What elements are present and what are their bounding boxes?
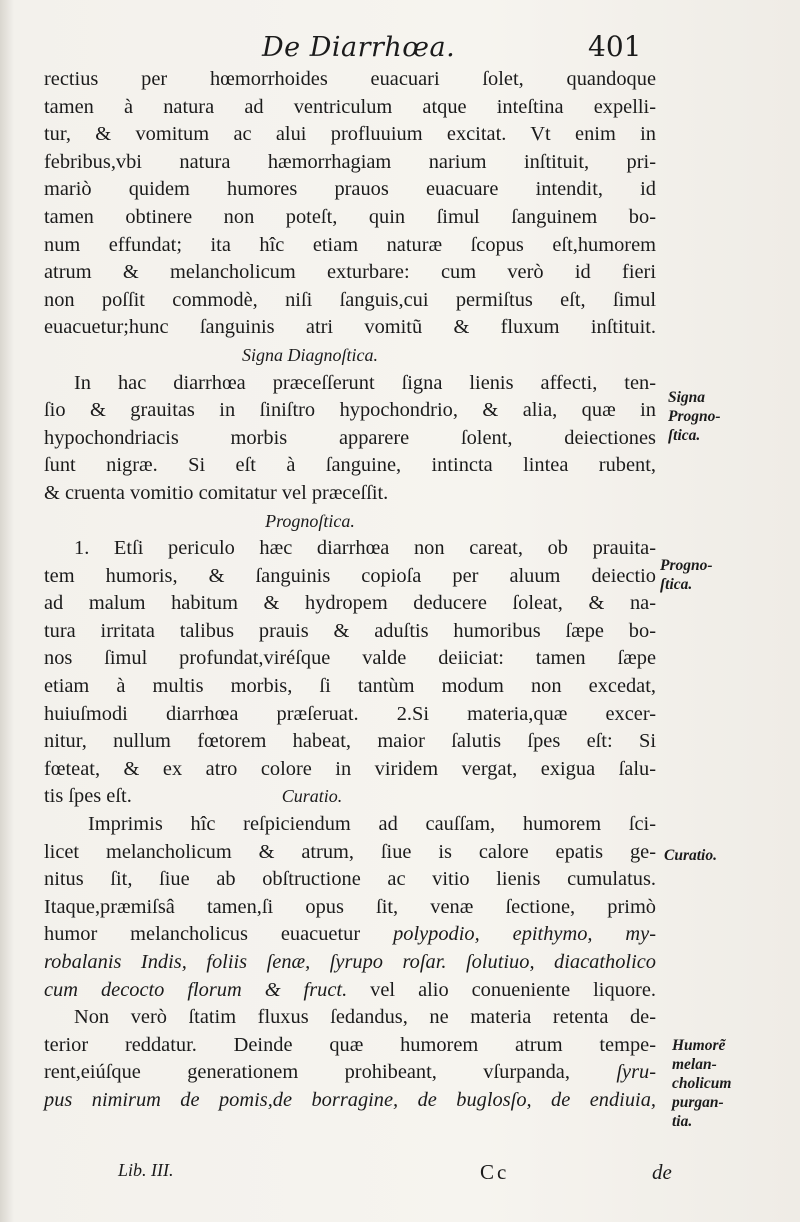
text-line: ſio & grauitas in ſiniſtro hypochondrio, & alia, quæ in — [44, 399, 656, 422]
text-line: febribus,vbi natura hæmorrhagiam narium inſtituit, pri- — [44, 150, 656, 173]
text-line: num effundat; ita hîc etiam naturæ ſcopus eſt,humorem — [44, 233, 656, 256]
margin-note-curatio — [664, 846, 800, 865]
margin-note-line: Progno- — [668, 408, 721, 425]
text-segment: vel alio conueniente liquore. — [370, 978, 656, 1001]
text-line: tamen à natura ad ventriculum atque inteſtina expelli- — [44, 95, 656, 118]
text-line: etiam à multis morbis, ſi tantùm modum non excedat, — [44, 675, 656, 698]
text-line: ad malum habitum & hydropem deducere ſoleat, & na- — [44, 592, 656, 615]
text-line-end: tis ſpes eſt. — [44, 785, 132, 808]
text-line: In hac diarrhœa præceſſerunt ſigna lienis affecti, ten- — [74, 371, 656, 394]
text-segment-italic: cum decocto florum & fruct. — [44, 978, 348, 1001]
text-line: tur, & vomitum ac alui profluuium excitat. Vt enim in — [44, 123, 656, 146]
text-line: rectius per hœmorrhoides euacuari ſolet, quandoque — [44, 68, 656, 90]
margin-note-signa — [668, 388, 800, 445]
margin-note-line: cholicum — [672, 1075, 732, 1092]
text-line: Imprimis hîc reſpiciendum ad cauſſam, humorem ſci- — [88, 813, 656, 836]
text-line: huiuſmodi diarrhœa præſeruat. 2.Si materia,quæ excer- — [44, 702, 656, 725]
margin-note-line: Progno- — [660, 557, 713, 574]
text-line: tem humoris, & ſanguinis copioſa per aluum deiectio — [44, 564, 656, 587]
running-head — [0, 28, 800, 62]
text-line: atrum & melancholicum exturbare: cum verò id fieri — [44, 261, 656, 284]
margin-note-line: ſtica. — [660, 576, 693, 593]
text-line: tamen obtinere non poteſt, quin ſimul ſanguinem bo- — [44, 205, 656, 228]
page-footer — [0, 1160, 800, 1190]
text-line — [44, 921, 656, 949]
signature-mark: Cc — [480, 1160, 510, 1184]
text-line: terior reddatur. Deinde quæ humorem atrum tempe- — [44, 1033, 656, 1056]
text-line — [44, 1059, 656, 1087]
section-heading-signa: Signa Diagnoſtica. — [242, 344, 378, 365]
text-segment-italic: polypodio, epithymo, my- — [393, 923, 656, 946]
text-line-italic: robalanis Indis, foliis ſenæ, ſyrupo roſar. ſolutiuo, diacatholico — [44, 951, 656, 973]
running-title: De Diarrhœa. — [262, 32, 456, 63]
text-line: non poſſit commodè, niſi ſanguis,cui permiſtus eſt, ſimul — [44, 288, 656, 311]
text-line: nos ſimul profundat,viréſque valde deiiciat: tamen ſæpe — [44, 647, 656, 670]
section-heading-prognostica: Prognoſtica. — [265, 510, 355, 531]
text-line-italic: pus nimirum de pomis,de borragine, de buglosſo, de endiuia, — [44, 1088, 656, 1111]
text-segment-italic: ſyru- — [616, 1061, 656, 1084]
text-line: nitur, nullum fœtorem habeat, maior ſalutis ſpes eſt: Si — [44, 730, 656, 753]
text-line: euacuetur;hunc ſanguinis atri vomitũ & fluxum inſtituit. — [44, 316, 656, 339]
margin-note-line: Humorẽ — [672, 1037, 726, 1054]
text-line: fœteat, & ex atro colore in viridem vergat, exigua ſalu- — [44, 757, 656, 780]
body-text — [44, 66, 656, 1115]
margin-note-line: Curatio. — [664, 847, 717, 864]
text-line — [44, 977, 656, 1005]
text-line: Itaque,præmiſsâ tamen,ſi opus ſit, venæ ſectione, primò — [44, 895, 656, 918]
margin-note-humore — [672, 1036, 800, 1131]
margin-note-line: purgan- — [672, 1094, 724, 1111]
text-line: licet melancholicum & atrum, ſiue is calore epatis ge- — [44, 840, 656, 863]
text-segment: rent,eiúſque generationem prohibeant, vſurpanda, — [44, 1061, 570, 1084]
margin-note-prognostica — [660, 556, 800, 594]
book-number: Lib. III. — [118, 1160, 174, 1180]
margin-note-line: melan- — [672, 1056, 717, 1073]
page-number: 401 — [588, 30, 642, 63]
margin-note-line: Signa — [668, 389, 706, 406]
text-line: Non verò ſtatim fluxus ſedandus, ne materia retenta de- — [74, 1006, 656, 1029]
catchword: de — [652, 1160, 672, 1184]
text-segment: humor melancholicus euacuetur — [44, 923, 361, 946]
text-line: & cruenta vomitio comitatur vel præceſſit. — [44, 481, 389, 504]
section-heading-curatio: Curatio. — [281, 786, 343, 807]
text-line: 1. Etſi periculo hæc diarrhœa non careat, ob prauita- — [74, 537, 656, 560]
text-line: nitus ſit, ſiue ab obſtructione ac vitio lienis cumulatus. — [44, 868, 656, 891]
text-line: tura irritata talibus prauis & aduſtis humoribus ſæpe bo- — [44, 619, 656, 642]
text-line: mariò quidem humores prauos euacuare intendit, id — [44, 178, 656, 201]
text-line — [44, 783, 656, 811]
text-line: hypochondriacis morbis apparere ſolent, deiectiones — [44, 426, 656, 449]
margin-note-line: ſtica. — [668, 427, 701, 444]
margin-note-line: tia. — [672, 1113, 693, 1130]
text-line: ſunt nigræ. Si eſt à ſanguine, intincta lintea rubent, — [44, 454, 656, 477]
